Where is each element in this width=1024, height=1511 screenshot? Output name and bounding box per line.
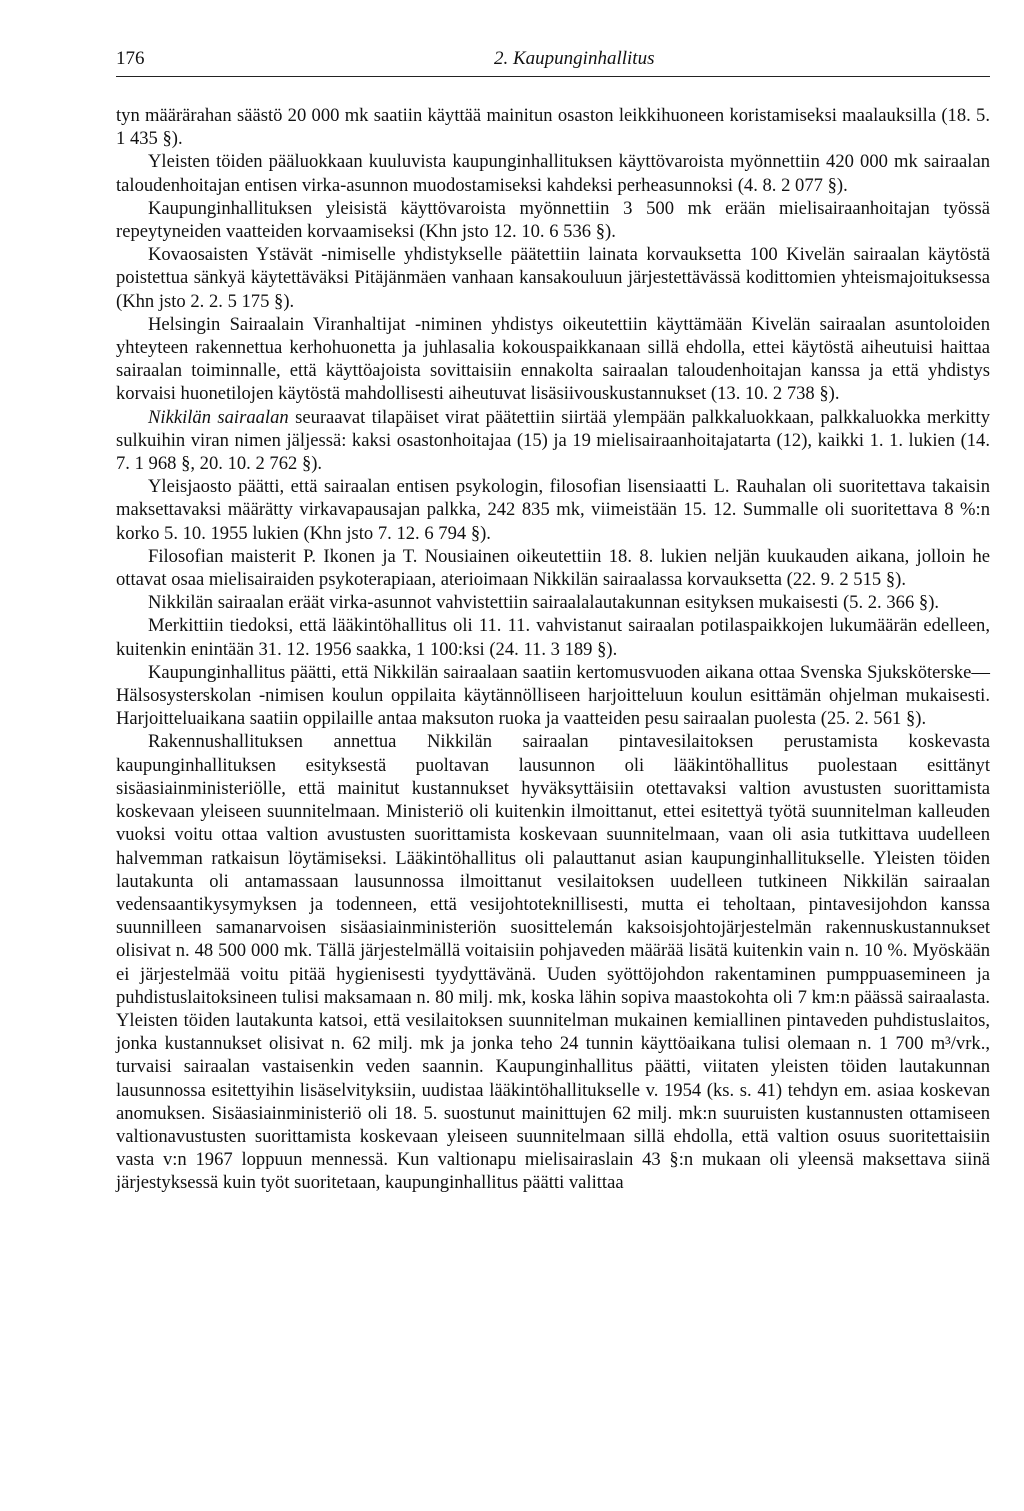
paragraph-text: Kaupunginhallituksen yleisistä käyttövaroista myönnettiin 3 500 mk erään mielisairaanhoitajan työssä repeytyneiden vaatteiden korvaamiseksi (Khn jsto 12. 10. 6 536 §).	[116, 197, 990, 243]
paragraph-text: Helsingin Sairaalain Viranhaltijat -niminen yhdistys oikeutettiin käyttämään Kivelän sairaalan asuntoloiden yhteyteen rakennettua kerhohuonetta ja juhlasalia kokouspaikkanaan sillä ehdolla, ettei käytöstä aiheutuisi haittaa sairaalan toiminnalle, että käyttöajoista sovittaisiin ennakolta sairaalan taloudenhoitajan kanssa ja että yhdistys korvaisi huonetilojen käytöstä mahdollisesti aiheutuvat lisäsiivouskustannukset (13. 10. 2 738 §).	[116, 313, 990, 405]
header-rule	[116, 76, 990, 77]
paragraph-12	[116, 730, 990, 1194]
paragraph-1	[116, 104, 990, 150]
paragraph-text: Filosofian maisterit P. Ikonen ja T. Nousiainen oikeutettiin 18. 8. lukien neljän kuukauden aikana, jolloin he ottavat osaa mielisairaiden psykoterapiaan, aterioimaan Nikkilän sairaalassa korvauksetta (22. 9. 2 515 §).	[116, 545, 990, 591]
paragraph-8	[116, 545, 990, 591]
running-title: 2. Kaupunginhallitus	[494, 48, 655, 69]
paragraph-10	[116, 614, 990, 660]
paragraph-4	[116, 243, 990, 313]
paragraph-3	[116, 197, 990, 243]
page-header	[116, 48, 990, 78]
page-number: 176	[116, 48, 145, 69]
paragraph-7	[116, 475, 990, 545]
paragraph-text: Merkittiin tiedoksi, että lääkintöhallitus oli 11. 11. vahvistanut sairaalan potilaspaikkojen lukumäärän edelleen, kuitenkin enintään 31. 12. 1956 saakka, 1 100:ksi (24. 11. 3 189 §).	[116, 615, 990, 660]
paragraph-6	[116, 406, 990, 476]
paragraph-9	[116, 591, 990, 614]
paragraph-11	[116, 661, 990, 731]
paragraph-text: Yleisjaosto päätti, että sairaalan entisen psykologin, filosofian lisensiaatti L. Rauhalan oli suoritettava takaisin maksettavaksi määrätty virkavapausajan palkka, 242 835 mk, viimeistään 15. 12. Summalle oli suoritettava 8 %:n korko 5. 10. 1955 lukien (Khn jsto 7. 12. 6 794 §).	[116, 476, 990, 544]
paragraph-2	[116, 150, 990, 196]
document-page	[116, 48, 990, 1195]
paragraph-5	[116, 313, 990, 406]
paragraph-text: Nikkilän sairaalan eräät virka-asunnot vahvistettiin sairaalalautakunnan esityksen mukaisesti (5. 2. 366 §).	[148, 592, 940, 614]
paragraph-text: seuraavat tilapäiset virat päätettiin siirtää ylempään palkkaluokkaan, palkkaluokka merkitty sulkuihin viran nimen jäljessä: kaksi osastonhoitajaa (15) ja 19 mielisairaanhoitajatarta (12), kaikki 1. 1. lukien (14. 7. 1 968 §, 20. 10. 2 762 §).	[116, 406, 991, 475]
paragraph-text: Kovaosaisten Ystävät -nimiselle yhdistykselle päätettiin lainata korvauksetta 100 Kivelän sairaalan käytöstä poistettua sänkyä käytettäväksi Pitäjänmäen vanhaan kansakouluun järjestettävässä kodittomien yhteismajoituksessa (Khn jsto 2. 2. 5 175 §).	[116, 244, 990, 312]
paragraph-text: Rakennushallituksen annettua Nikkilän sairaalan pintavesilaitoksen perustamista koskevasta kaupunginhallituksen esityksestä puoltavan lausunnon oli lääkintöhallitus puolestaan esittänyt sisäasiainministeriölle, että mainitut kustannukset hyväksyttäisiin otettavaksi valtion avustusten suorittamista koskevaan yleiseen suunnitelmaan. Ministeriö oli kuitenkin ilmoittanut, ettei esitettyä työtä suunnitelman kalleuden vuoksi voitu ottaa valtion avustusten suorittamista koskevaan suunnitelmaan, vaan oli asia tutkittava uudelleen halvemman ratkaisun löytämiseksi. Lääkintöhallitus oli palauttanut asian kaupunginhallitukselle. Yleisten töiden lautakunta oli antamassaan lausunnossa ilmoittanut vesilaitoksen uudelleen tutkineen Nikkilän sairaalan vedensaantikysymyksen ja todenneen, että vesijohtoteknillisesti, mutta ei teholtaan, pintavesijohdon kanssa suunnilleen samanarvoisen sisäasiainministeriön suosittelemán kaksoisjohtojärjestelmän rakennuskustannukset olisivat n. 48 500 000 mk. Tällä järjestelmällä voitaisiin pohjaveden määrää lisätä kuitenkin vain n. 10 %. Myöskään ei järjestelmää voitu pitää hygienisesti tyydyttävänä. Uuden syöttöjohdon rakentaminen pumppuasemineen ja puhdistuslaitoksineen tulisi maksamaan n. 80 milj. mk, koska lähin sopiva maastokohta oli 7 km:n päässä sairaalasta. Yleisten töiden lautakunta katsoi, että vesilaitoksen suunnitelman mukainen kemiallinen pintaveden puhdistuslaitos, jonka kustannukset olisivat n. 62 milj. mk ja jonka teho 24 tunnin käyttöaikana tulisi olemaan n. 1 700 m³/vrk., turvaisi sairaalan vastaisenkin veden saannin. Kaupunginhallitus päätti, viitaten yleisten töiden lautakunnan lausunnossa esitettyihin lisäselvityksiin, uudistaa lääkintöhallitukselle v. 1954 (ks. s. 41) tehdyn em. asiaa koskevan anomuksen. Sisäasiainministeriö oli 18. 5. suostunut mainittujen 62 milj. mk:n suuruisten kustannusten ottamiseen valtionavustusten suorittamista koskevaan yleiseen suunnitelmaan sillä ehdolla, että valtion osuus suoritettaisiin vasta v:n 1967 loppuun mennessä. Kun valtionapu mielisairaslain 43 §:n mukaan oli yleensä maksettava siinä järjestyksessä kuin työt suoritetaan, kaupunginhallitus päätti valittaa	[116, 731, 990, 1194]
section-lead: Nikkilän sairaalan	[148, 406, 289, 428]
body-text	[116, 104, 990, 1195]
paragraph-text: Kaupunginhallitus päätti, että Nikkilän sairaalaan saatiin kertomusvuoden aikana ottaa Svenska Sjuksköterske—Hälsosysterskolan -nimisen koulun oppilaita käytännölliseen harjoitteluun koulun esittämän ohjelman mukaisesti. Harjoitteluaikana saatiin oppilaille antaa maksuton ruoka ja vaatteiden pesu sairaalan puolesta (25. 2. 561 §).	[116, 661, 990, 730]
paragraph-text: Yleisten töiden pääluokkaan kuuluvista kaupunginhallituksen käyttövaroista myönnettiin 420 000 mk sairaalan taloudenhoitajan entisen virka-asunnon muodostamiseksi kahdeksi perheasunnoksi (4. 8. 2 077 §).	[116, 151, 990, 196]
paragraph-text: tyn määrärahan säästö 20 000 mk saatiin käyttää mainitun osaston leikkihuoneen koristamiseksi maalauksilla (18. 5. 1 435 §).	[116, 105, 990, 150]
